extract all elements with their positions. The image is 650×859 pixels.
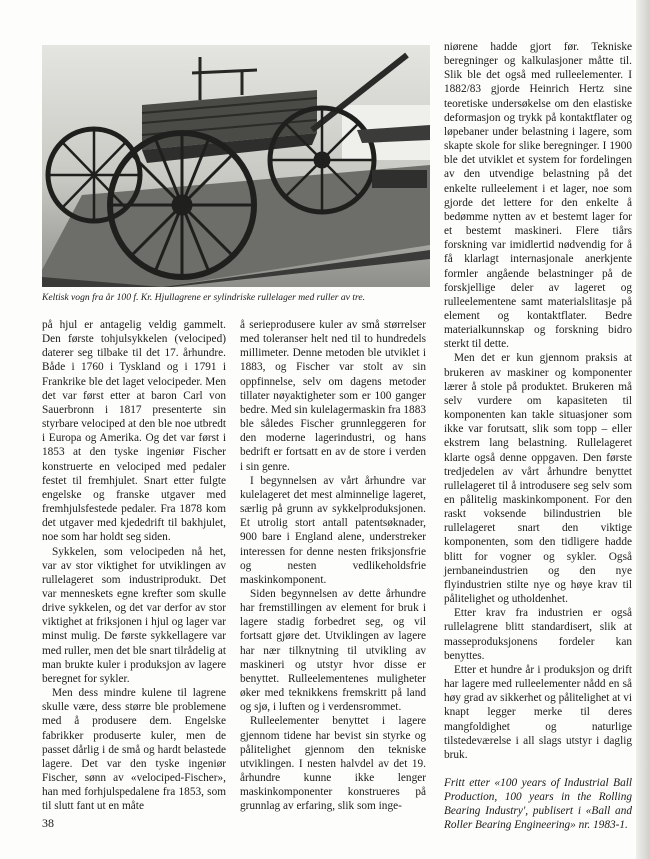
paragraph: niørene hadde gjort før. Tekniske beregninger og kalkulasjoner måtte til. Slik ble det også med rulleelementer. I 1882/83 gjorde Heinrich Hertz sine teoretiske undersøkelse om den elastiske deformasjon og trykk på kontaktflater og løpebaner under belastning i lagere, som skapte skole for slike beregninger. I 1900 ble det utviklet et system for fordelingen av den utvendige belastning på det enkelte rulleelement i et lager, noe som gjorde det lettere for den enkelte å bedømme nytten av et bestemt lager for et bestemt maskineri. Flere tiårs forskning var imidlertid nødvendig for å få klarlagt internasjonale anerkjente formler angående belastninger på de forskjellige deler av lageret og rulleelementene samt materialslitasje på element og kontaktflater. Bedre materialkunnskap og forskning bidro sterkt til dette. [444, 41, 632, 351]
paragraph: Men det er kun gjennom praksis at brukeren av maskiner og komponenter lærer å stole på produktet. Brukeren må selv vurdere om kapasiteten til komponenten kan takle situasjoner som ikke var forutsatt, slik som topp – eller ekstrem lang belastning. Rullelageret klarte også denne oppgaven. Den første tredjedelen av vårt århundre benyttet rullelageret til å introdusere seg selv som en pålitelig maskinkomponent. For den raskt voksende bilindustrien ble rullelageret snart den viktige komponenten, som den tidligere hadde blitt for vogner og sykler. Også jernbaneindustrien og den nye flyindustrien stilte nye og høye krav til pålitelighet og utholdenhet. [444, 352, 632, 606]
paragraph: Rulleelementer benyttet i lagere gjennom tidene har bevist sin styrke og pålitelighet gjennom den tekniske utviklingen. I nesten halvdel av det 19. århundre kunne ikke lenger maskinkomponenter konstrueres på grunnlag av erfaring, slik som inge- [240, 715, 426, 813]
text-column-3 [444, 40, 632, 833]
page-number: 38 [42, 816, 54, 830]
text-column-2 [240, 318, 426, 813]
paragraph: I begynnelsen av vårt århundre var kulelageret det mest alminnelige lageret, særlig på grunn av sykkelproduksjonen. Et utrolig stort antall patentsøknader, 900 bare i England alene, understreker interessen for denne nesten friksjonsfrie og nesten vedlikeholdsfrie maskinkomponent. [240, 474, 426, 586]
paragraph: Siden begynnelsen av dette århundre har fremstillingen av element for bruk i lagere stadig forbedret seg, og vil fortsatt gjøre det. Utviklingen av lagere har nær tilknytning til utvikling av maskineri og utstyr hvor disse er benyttet. Rulleelementenes muligheter øker med teknikkens fremskritt på land og sjø, i luften og i verdensrommet. [240, 587, 426, 714]
source-credit: Fritt etter «100 years of Industrial Ball Production, 100 years in the Rolling Bearing Industry', publisert i «Ball and Roller Bearing Engineering» nr. 1983-1. [444, 776, 632, 832]
paragraph: Etter et hundre år i produksjon og drift har lagere med rulleelementer nådd en så høy grad av sikkerhet og pålitelighet at vi knapt legger merke til deres mangfoldighet og naturlige tilstedeværelse i all slags utstyr i daglig bruk. [444, 663, 632, 761]
celtic-wagon-photo [42, 45, 430, 287]
wagon-illustration [42, 45, 430, 287]
paragraph: Men dess mindre kulene til lagrene skulle være, dess større ble problemene med å produsere dem. Engelske fabrikker produserte kuler, men de passet dårlig i de små og hardt belastede lagere. Det var den tyske ingeniør Fischer, sønn av «velociped-Fischer», han med forhjulspedalene fra 1853, som til slutt fant ut en måte [42, 687, 226, 813]
text-column-1 [42, 318, 226, 813]
page-edge-shadow [636, 0, 650, 859]
paragraph: å serieprodusere kuler av små størrelser med toleranser helt ned til to hundredels millimeter. Denne metoden ble utviklet i 1883, og Fischer var stolt av sin oppfinnelse, selv om dagens metoder tillater nøyaktigheter som er 100 ganger bedre. Med sin kulelagermaskin fra 1883 ble således Fischer grunnleggeren for den moderne lagerindustri, og hans bedrift er fortsatt en av de store i verden i sin genre. [240, 319, 426, 473]
paragraph: Etter krav fra industrien er også rullelagrene blitt standardisert, slik at masseproduksjonens fordeler kan benyttes. [444, 607, 632, 662]
paragraph: på hjul er antagelig veldig gammelt. Den første tohjulsykkelen (velociped) daterer seg tilbake til det 17. århundre. Både i 1760 i Tyskland og i 1791 i Frankrike ble det laget velocipeder. Men det var først etter at baron Carl von Sauerbronn i 1817 presenterte sin styrbare velociped at den ble noe utbredt i Europa og Amerika. Og det var først i 1853 at den tyske ingeniør Fischer konstruerte en velociped med pedaler festet til fremhjulet. Snart etter fulgte engelske og franske utgaver med fremhjulsfestede pedaler. Fra 1878 kom det utgaver med kjededrift til bakhjulet, noe som har holdt seg siden. [42, 319, 226, 544]
paragraph: Sykkelen, som velocipeden nå het, var av stor viktighet for utviklingen av rullelageret som industriprodukt. Det var menneskets egne krefter som skulle drive sykkelen, og det var derfor av stor viktighet at friksjonen i hjul og lager var minst mulig. De første sykkellagere var med ruller, men det ble snart tilrådelig at man brukte kuler i produksjon av lagere beregnet for sykler. [42, 545, 226, 685]
photo-caption: Keltisk vogn fra år 100 f. Kr. Hjullagrene er sylindriske rullelager med ruller av tre. [42, 292, 366, 303]
